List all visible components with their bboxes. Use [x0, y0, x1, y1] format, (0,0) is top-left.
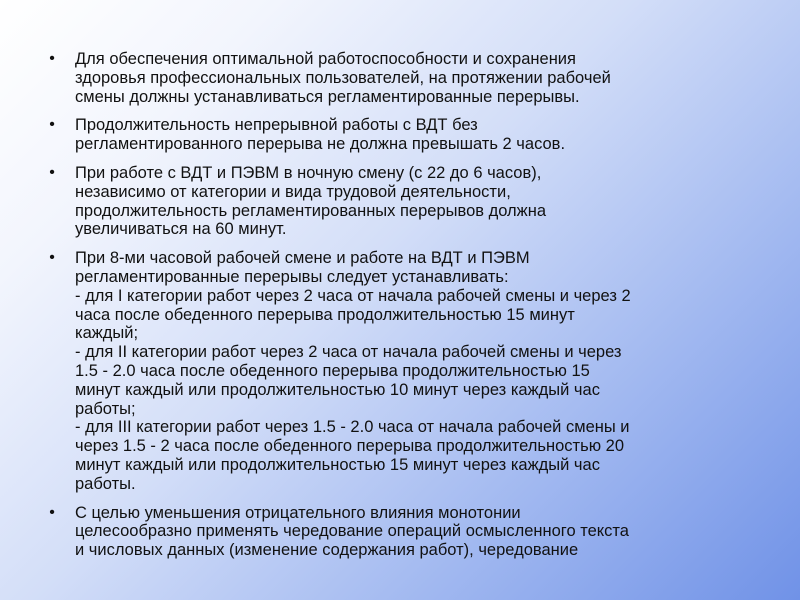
text-line: работы.	[75, 474, 136, 493]
bullet-item-continuous-work	[45, 116, 765, 154]
text-line: через 1.5 - 2 часа после обеденного перерыва продолжительностью 20	[75, 437, 625, 456]
bullet-item-8-hour-shift	[45, 249, 765, 493]
bullet-list	[45, 50, 765, 560]
text-line: продолжительность регламентированных перерывов должна	[75, 201, 546, 220]
text-line: - для I категории работ через 2 часа от начала рабочей смены и через 2	[75, 286, 631, 305]
text-line: Продолжительность непрерывной работы с ВДТ без	[75, 116, 478, 135]
text-line: минут каждый или продолжительностью 10 минут через каждый час	[75, 380, 600, 399]
text-line: и числовых данных (изменение содержания работ), чередование	[75, 541, 579, 560]
text-line: 1.5 - 2.0 часа после обеденного перерыва продолжительностью 15	[75, 361, 590, 380]
text-line: - для III категории работ через 1.5 - 2.0 часа от начала рабочей смены и	[75, 418, 630, 437]
text-line: целесообразно применять чередование операций осмысленного текста	[75, 522, 629, 541]
text-line: здоровья профессиональных пользователей, на протяжении рабочей	[75, 68, 611, 87]
bullet-item-night-shift	[45, 164, 765, 239]
text-line: - для II категории работ через 2 часа от начала рабочей смены и через	[75, 343, 622, 362]
text-line: независимо от категории и вида трудовой деятельности,	[75, 182, 511, 201]
text-line: регламентированного перерыва не должна превышать 2 часов.	[75, 135, 566, 154]
text-line: смены должны устанавливаться регламентированные перерывы.	[75, 87, 580, 106]
bullet-item-monotony	[45, 504, 765, 560]
bullet-icon: •	[49, 50, 55, 67]
text-line: При работе с ВДТ и ПЭВМ в ночную смену (с 22 до 6 часов),	[75, 163, 542, 182]
text-line: каждый;	[75, 324, 139, 343]
bullet-icon: •	[49, 116, 55, 134]
bullet-item-breaks-purpose	[45, 50, 765, 106]
text-line: увеличиваться на 60 минут.	[75, 220, 287, 239]
bullet-icon: •	[49, 249, 55, 267]
text-line: При 8-ми часовой рабочей смене и работе на ВДТ и ПЭВМ	[75, 249, 530, 268]
bullet-icon: •	[49, 503, 55, 521]
text-line: работы;	[75, 399, 136, 418]
text-line: регламентированные перерывы следует устанавливать:	[75, 267, 509, 286]
slide-content	[45, 50, 765, 570]
text-line: минут каждый или продолжительностью 15 минут через каждый час	[75, 455, 600, 474]
text-line: часа после обеденного перерыва продолжительностью 15 минут	[75, 305, 575, 324]
text-line: С целью уменьшения отрицательного влияния монотонии	[75, 503, 521, 522]
bullet-icon: •	[49, 163, 55, 181]
text-line: Для обеспечения оптимальной работоспособности и сохранения	[75, 50, 576, 68]
